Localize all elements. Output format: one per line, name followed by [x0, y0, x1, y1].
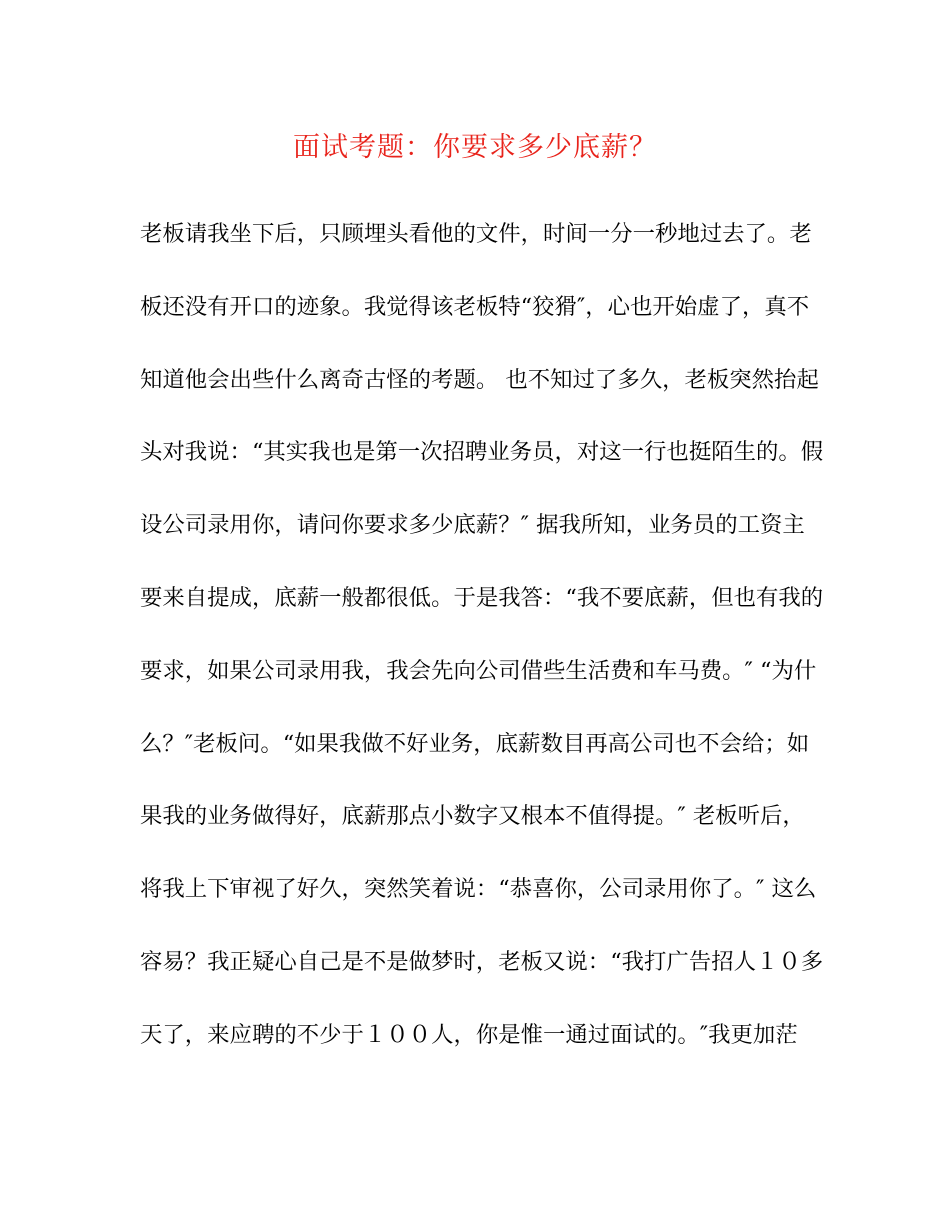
- paragraph-line: 么？″老板问。“如果我做不好业务，底薪数目再高公司也不会给；如: [140, 730, 810, 757]
- paragraph-line: 要来自提成，底薪一般都很低。于是我答：“我不要底薪，但也有我的: [140, 584, 824, 611]
- paragraph-line: 天了，来应聘的不少于１００人，你是惟一通过面试的。″我更加茫: [140, 1021, 798, 1048]
- article-body: [140, 214, 824, 1088]
- paragraph-line: 容易？我正疑心自己是不是做梦时，老板又说：“我打广告招人１０多: [140, 948, 824, 975]
- paragraph-line: 知道他会出些什么离奇古怪的考题。 也不知过了多久，老板突然抬起: [140, 366, 819, 393]
- page-title: 面试考题：你要求多少底薪？: [293, 132, 657, 163]
- paragraph-line: 头对我说：“其实我也是第一次招聘业务员，对这一行也挺陌生的。假: [140, 439, 824, 466]
- paragraph-line: 要求，如果公司录用我，我会先向公司借些生活费和车马费。″ “为什: [140, 657, 817, 684]
- paragraph-line: 果我的业务做得好，底薪那点小数字又根本不值得提。″ 老板听后，: [140, 803, 805, 830]
- paragraph-line: 板还没有开口的迹象。我觉得该老板特“狡猾″，心也开始虚了，真不: [140, 293, 810, 320]
- paragraph-line: 将我上下审视了好久，突然笑着说：“恭喜你，公司录用你了。″ 这么: [140, 876, 817, 903]
- paragraph-line: 老板请我坐下后，只顾埋头看他的文件，时间一分一秒地过去了。老: [140, 221, 812, 247]
- paragraph-line: 设公司录用你，请问你要求多少底薪？″ 据我所知，业务员的工资主: [140, 512, 805, 539]
